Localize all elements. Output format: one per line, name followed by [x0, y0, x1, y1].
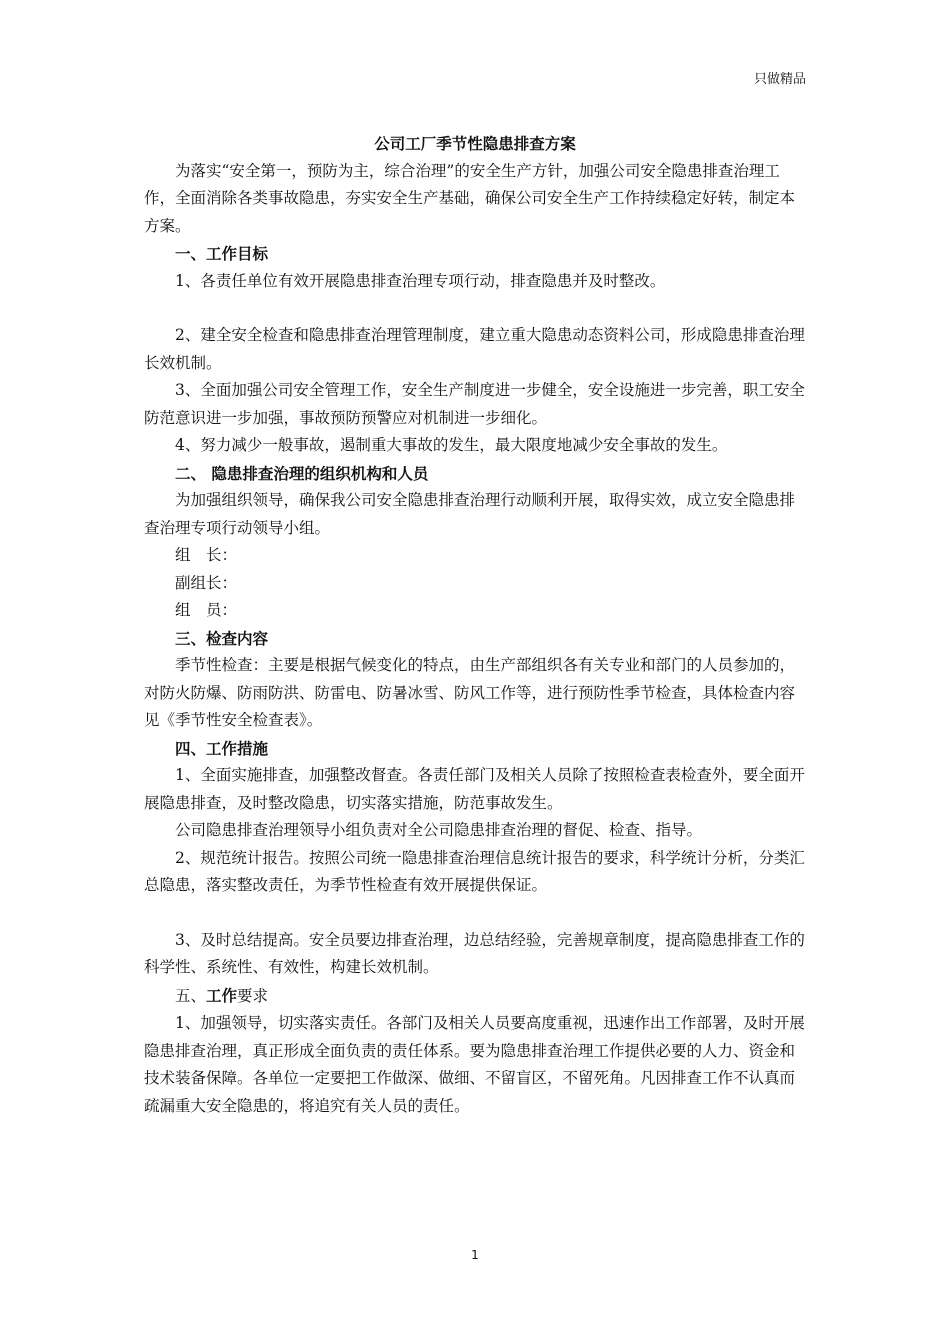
section-4-heading: 四、工作措施 — [175, 738, 269, 758]
header-note: 只做精品 — [753, 72, 806, 87]
section-4-item: 1、全面实施排查，加强整改督查。各责任部门及相关人员除了按照检查表检查外，要全面开展隐患排查，及时整改隐患，切实落实措施，防范事故发生。 — [144, 766, 805, 812]
section-2-heading: 二、 隐患排查治理的组织机构和人员 — [175, 463, 429, 483]
members-line: 组 员： — [175, 601, 238, 619]
section-1-item: 2、建全安全检查和隐患排查治理管理制度，建立重大隐患动态资料公司，形成隐患排查治理长效机制。 — [144, 326, 805, 372]
section-1-item: 4、努力减少一般事故，遏制重大事故的发生，最大限度地减少安全事故的发生。 — [175, 436, 728, 454]
section-3-heading: 三、检查内容 — [175, 628, 269, 648]
section-4-item: 2、规范统计报告。按照公司统一隐患排查治理信息统计报告的要求，科学统计分析，分类汇总隐患，落实整改责任，为季节性检查有效开展提供保证。 — [144, 848, 805, 894]
section-4-item: 公司隐患排查治理领导小组负责对全公司隐患排查治理的督促、检查、指导。 — [175, 821, 703, 839]
deputy-leader-line: 副组长： — [175, 573, 238, 592]
leader-line: 组 长： — [175, 546, 238, 564]
section-1-item: 3、全面加强公司安全管理工作，安全生产制度进一步健全，安全设施进一步完善，职工安全防范意识进一步加强，事故预防预警应对机制进一步细化。 — [144, 381, 805, 427]
document-title: 公司工厂季节性隐患排查方案 — [374, 134, 576, 153]
document-body — [144, 130, 806, 1120]
section-2-text: 为加强组织领导，确保我公司安全隐患排查治理行动顺利开展，取得实效，成立安全隐患排查治理专项行动领导小组。 — [144, 491, 796, 537]
intro-paragraph: 为落实“安全第一，预防为主，综合治理”的安全生产方针，加强公司安全隐患排查治理工作，全面消除各类事故隐患，夯实安全生产基础，确保公司安全生产工作持续稳定好转，制定本方案。 — [144, 161, 796, 235]
section-5-item: 1、加强领导，切实落实责任。各部门及相关人员要高度重视，迅速作出工作部署，及时开展隐患排查治理，真正形成全面负责的责任体系。要为隐患排查治理工作提供必要的人力、资金和技术装备保障。各单位一定要把工作做深、做细、不留盲区，不留死角。凡因排查工作不认真而疏漏重大安全隐患的，将追究有关人员的责任。 — [144, 1014, 805, 1115]
section-4-item: 3、及时总结提高。安全员要边排查治理，边总结经验，完善规章制度，提高隐患排查工作的科学性、系统性、有效性，构建长效机制。 — [144, 930, 805, 976]
page-number: 1 — [471, 1248, 479, 1262]
section-3-text: 季节性检查：主要是根据气候变化的特点，由生产部组织各有关专业和部门的人员参加的，对防火防爆、防雨防洪、防雷电、防暑冰雪、防风工作等，进行预防性季节检查，具体检查内容见《季节性安全检查表》。 — [144, 656, 796, 729]
section-1-heading: 一、工作目标 — [175, 244, 269, 263]
section-1-item: 1、各责任单位有效开展隐患排查治理专项行动，排查隐患并及时整改。 — [175, 271, 666, 290]
section-5-heading: 五、工作要求 — [175, 985, 269, 1005]
